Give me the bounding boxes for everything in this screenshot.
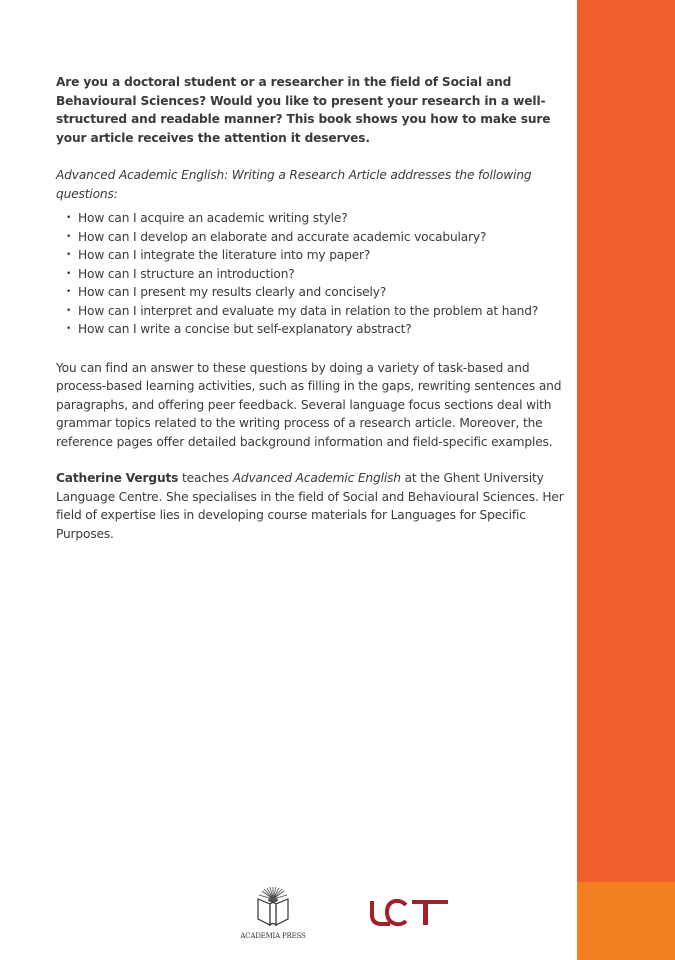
ugent-monogram-icon [368,897,452,927]
activities-paragraph: You can find an answer to these questions by doing a variety of task-based and process-based learning activities, such as filling in the gaps, rewriting sentences and paragraphs, and offering peer feedback. Several language focus sections deal with grammar topics related to the writing process of a research article. Moreover, the reference pages offer detailed background information and field-specific examples. [56,360,562,449]
publisher-name: ACADEMIA PRESS [240,932,306,940]
question-item: • How can I structure an introduction? [66,265,566,284]
question-item: • How can I acquire an academic writing style? [66,209,566,228]
bio-text: at the Ghent University Language Centre. She specialises in the field of Social and Behavioural Sciences. Her field of expertise lies in developing course materials for Languages for Specific Purposes. [56,471,564,541]
questions-list [56,209,566,339]
academia-press-logo [238,885,308,940]
question-item: • How can I write a concise but self-explanatory abstract? [66,320,566,339]
author-name: Catherine Verguts [56,471,179,485]
bio-text: teaches [178,471,233,485]
course-name: Advanced Academic English [232,471,401,485]
open-book-icon [253,885,293,927]
back-cover-text [56,73,566,561]
ugent-logo [368,897,452,927]
questions-lead: Advanced Academic English: Writing a Research Article addresses the following questions: [56,168,532,201]
intro-paragraph: Are you a doctoral student or a researcher in the field of Social and Behavioural Sciences? Would you like to present your research in a well-structured and readable manner? This book shows you how to make sure your article receives the attention it deserves. [56,75,551,145]
publisher-logos [0,885,577,945]
orange-side-bar-footer [577,882,675,960]
author-bio [56,469,566,543]
question-item: • How can I integrate the literature into my paper? [66,246,566,265]
question-item: • How can I present my results clearly and concisely? [66,283,566,302]
question-item: • How can I develop an elaborate and accurate academic vocabulary? [66,228,566,247]
question-item: • How can I interpret and evaluate my data in relation to the problem at hand? [66,302,566,321]
orange-side-bar [577,0,675,882]
